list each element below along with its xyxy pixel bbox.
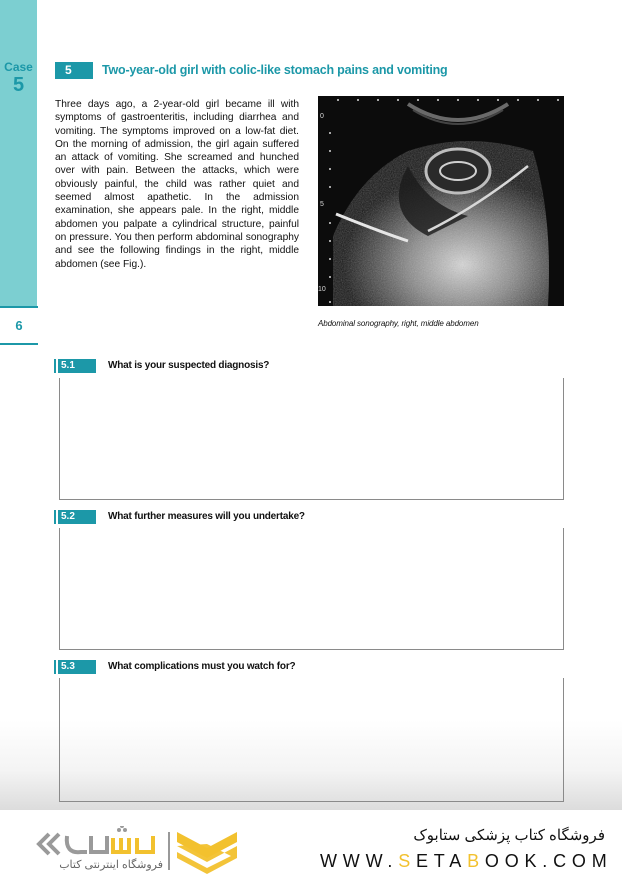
question-marker xyxy=(54,359,56,373)
answer-box-5-2[interactable] xyxy=(59,528,564,650)
store-url[interactable] xyxy=(320,851,613,872)
case-badge: 5 xyxy=(55,62,93,79)
sonography-graphic xyxy=(318,96,564,306)
page-number: 6 xyxy=(15,318,23,333)
divider xyxy=(0,306,38,308)
question-number: 5.2 xyxy=(58,510,96,524)
brand-logo-icon xyxy=(35,826,165,860)
divider xyxy=(168,832,170,870)
url-part: WWW. xyxy=(320,851,399,871)
figure-caption: Abdominal sonography, right, middle abdomen xyxy=(318,319,479,328)
question-number: 5.1 xyxy=(58,359,96,373)
answer-box-5-1[interactable] xyxy=(59,378,564,500)
depth-scale-0: 0 xyxy=(320,113,324,120)
url-highlight: B xyxy=(467,851,485,871)
setabook-chevron-logo-icon xyxy=(175,830,239,874)
case-title: Two-year-old girl with colic-like stomach pains and vomiting xyxy=(102,63,448,77)
divider xyxy=(0,343,38,345)
ultrasound-image xyxy=(318,96,564,306)
url-highlight: S xyxy=(398,851,416,871)
question-marker xyxy=(54,510,56,524)
depth-scale-5: 5 xyxy=(320,201,324,208)
case-description: Three days ago, a 2-year-old girl became ill with symptoms of gastroenteritis, including diarrhea and vomiting. The symptoms improved on a low-fat diet. On the morning of admission, the girl again suffered an attack of vomiting. She screamed and hunched over with pain. Between the attacks, which were obviously painful, the child was rather quiet and seemed almost apathetic. In the admission examination, she appears pale. In the right, middle abdomen you palpate a cylindrical structure, painful on pressure. You then perform abdominal sonography and see the following findings in the right, middle abdomen (see Fig.). xyxy=(55,99,299,270)
url-part: ETA xyxy=(416,851,468,871)
question-marker xyxy=(54,660,56,674)
brand-subtitle: فروشگاه اینترنتی کتاب xyxy=(59,859,163,871)
question-number: 5.3 xyxy=(58,660,96,674)
url-part: OOK.COM xyxy=(484,851,613,871)
case-number: 5 xyxy=(12,74,25,96)
case-side-tab xyxy=(0,0,37,308)
question-text: What is your suspected diagnosis? xyxy=(108,360,270,371)
depth-scale-10: 10 xyxy=(318,286,326,293)
store-name: فروشگاه کتاب پزشکی ستابوک xyxy=(413,827,605,844)
question-text: What further measures will you undertake? xyxy=(108,511,305,522)
case-label: Case xyxy=(4,60,33,74)
answer-box-5-3[interactable] xyxy=(59,678,564,802)
question-text: What complications must you watch for? xyxy=(108,661,296,672)
